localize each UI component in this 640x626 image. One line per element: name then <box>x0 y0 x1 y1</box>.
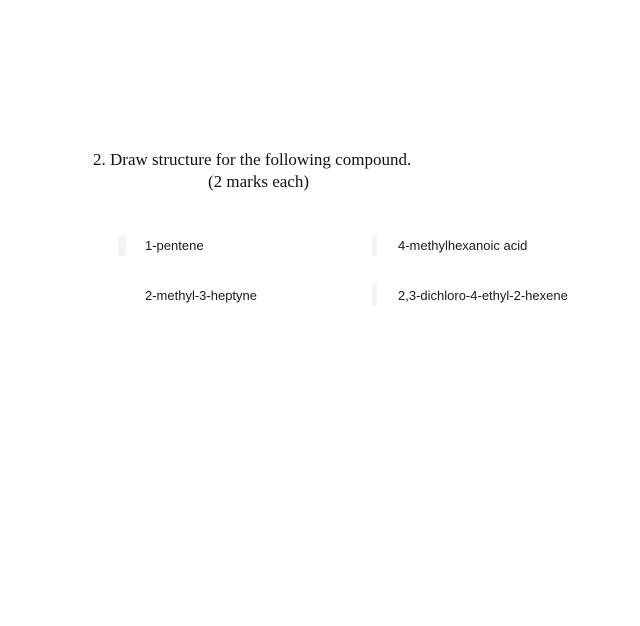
compound-4: 2,3-dichloro-4-ethyl-2-hexene <box>398 288 568 303</box>
question-heading <box>93 149 411 193</box>
question-marks: (2 marks each) <box>208 172 310 191</box>
compound-1: 1-pentene <box>145 238 204 253</box>
scan-artifact <box>372 284 377 306</box>
question-title: 2. Draw structure for the following compound. <box>93 150 412 169</box>
compound-2: 4-methylhexanoic acid <box>398 238 528 253</box>
scan-artifact <box>372 236 377 256</box>
compound-3: 2-methyl-3-heptyne <box>145 288 257 303</box>
scan-artifact <box>118 236 126 256</box>
